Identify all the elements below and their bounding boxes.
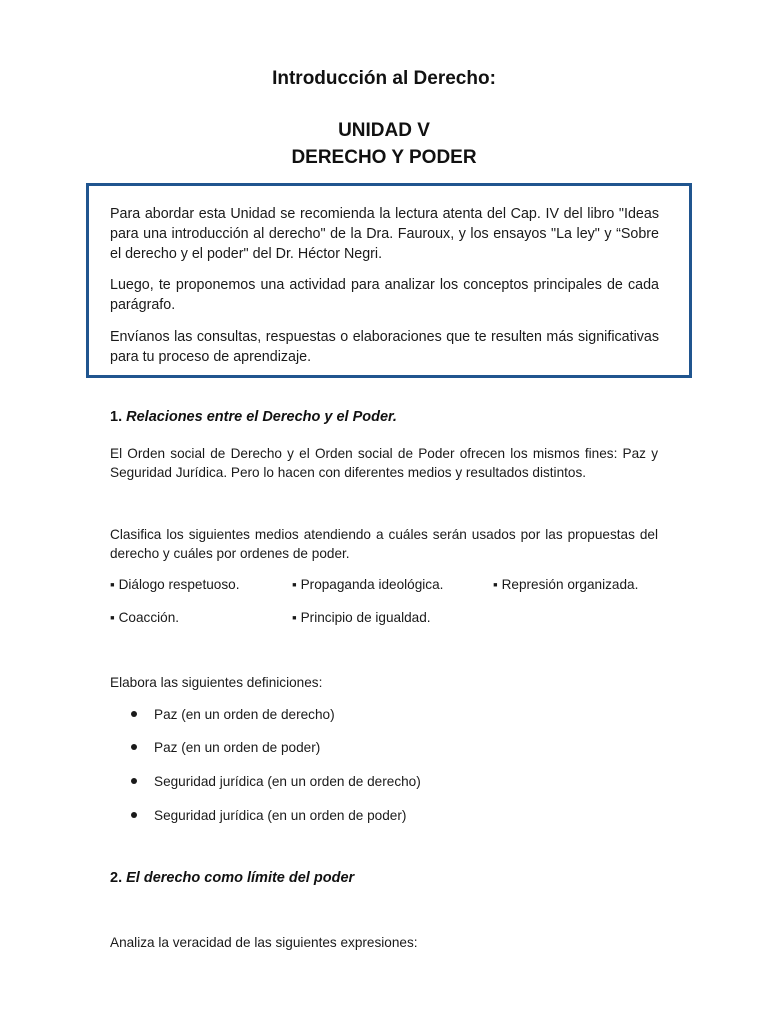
intro-paragraph-contact: Envíanos las consultas, respuestas o elaboraciones que te resulten más significativas para tu proceso de aprendizaje. — [110, 329, 659, 365]
section1-title: Relaciones entre el Derecho y el Poder. — [126, 409, 397, 425]
medio-item: ▪ Diálogo respetuoso. — [110, 577, 240, 592]
section2-heading — [110, 870, 354, 886]
definition-item: Seguridad jurídica (en un orden de poder) — [131, 808, 406, 823]
section2-title: El derecho como límite del poder — [126, 870, 355, 886]
intro-paragraph-activity: Luego, te proponemos una actividad para analizar los conceptos principales de cada parágrafo. — [110, 277, 659, 313]
bullet-icon — [131, 812, 137, 818]
classify-instruction: Clasifica los siguientes medios atendiendo a cuáles serán usados por las propuestas del derecho y cuáles por ordenes de poder. — [110, 527, 658, 561]
section1-number: 1. — [110, 409, 123, 425]
unit-number: UNIDAD V — [338, 120, 430, 141]
bullet-icon — [131, 711, 137, 717]
definition-item: Paz (en un orden de derecho) — [131, 707, 335, 722]
section2-instruction: Analiza la veracidad de las siguientes expresiones: — [110, 935, 418, 950]
definitions-instruction: Elabora las siguientes definiciones: — [110, 675, 323, 690]
bullet-icon — [131, 744, 137, 750]
medio-item: ▪ Coacción. — [110, 610, 180, 625]
definition-item: Seguridad jurídica (en un orden de derecho) — [131, 774, 421, 789]
medio-item: ▪ Propaganda ideológica. — [292, 577, 444, 592]
definition-item: Paz (en un orden de poder) — [131, 740, 320, 755]
section2-number: 2. — [110, 870, 123, 886]
medio-item: ▪ Represión organizada. — [493, 577, 639, 592]
medio-item: ▪ Principio de igualdad. — [292, 610, 431, 625]
intro-paragraph-reading: Para abordar esta Unidad se recomienda la lectura atenta del Cap. IV del libro "Ideas para una introducción al derecho" de la Dra. Fauroux, y los ensayos "La ley" y “Sobre el derecho y el poder" del Dr. Héctor Negri. — [110, 206, 659, 262]
document-title: Introducción al Derecho: — [272, 68, 496, 89]
section1-heading — [110, 409, 397, 425]
intro-box — [86, 183, 692, 378]
bullet-icon — [131, 778, 137, 784]
unit-name: DERECHO Y PODER — [291, 147, 477, 168]
section1-paragraph: El Orden social de Derecho y el Orden social de Poder ofrecen los mismos fines: Paz y Seguridad Jurídica. Pero lo hacen con diferentes medios y resultados distintos. — [110, 446, 658, 480]
